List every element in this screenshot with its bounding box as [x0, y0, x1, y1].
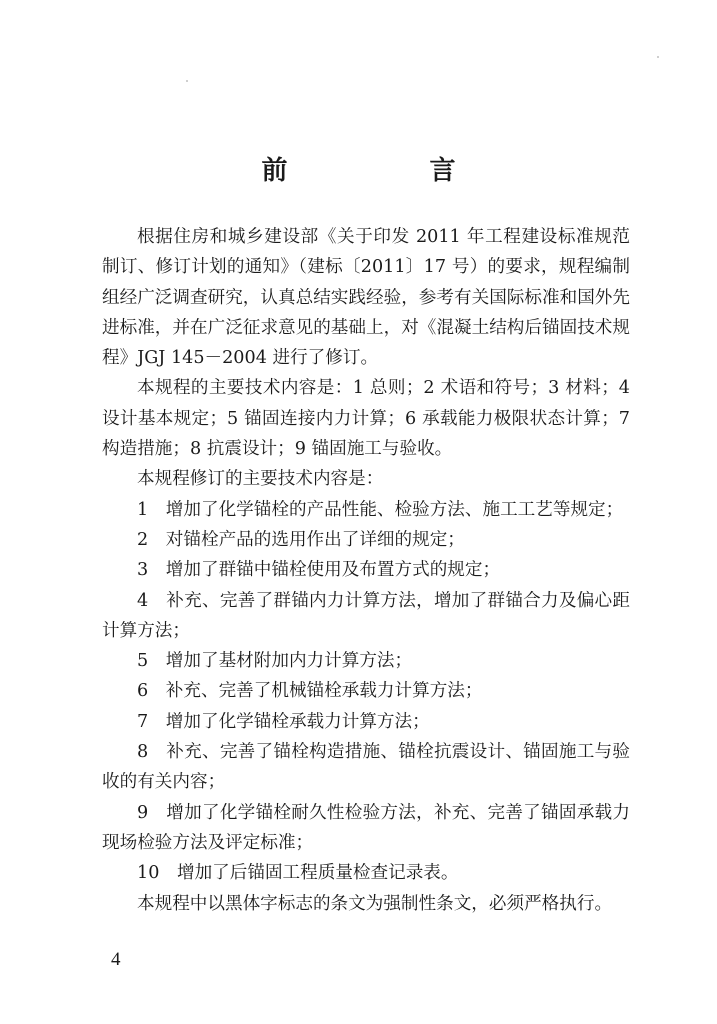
revision-item-1: 1 增加了化学锚栓的产品性能、检验方法、施工工艺等规定；	[137, 499, 624, 520]
revision-item-9: 9 增加了化学锚栓耐久性检验方法，补充、完善了锚固承载力现场检验方法及评定标准；	[102, 802, 630, 853]
scan-speck	[186, 80, 188, 82]
paragraph-mandatory-note: 本规程中以黑体字标志的条文为强制性条文，必须严格执行。	[137, 893, 613, 914]
paragraph-main-contents: 本规程的主要技术内容是：1 总则；2 术语和符号；3 材料；4 设计基本规定；5 锚固连接内力计算；6 承载能力极限状态计算；7 构造措施；8 抗震设计；9 锚固施工与验收。	[102, 378, 630, 460]
body-text	[102, 222, 630, 919]
paragraph-revision-lead: 本规程修订的主要技术内容是：	[137, 469, 384, 490]
revision-item-4: 4 补充、完善了群锚内力计算方法，增加了群锚合力及偏心距计算方法；	[102, 590, 630, 641]
revision-item-8: 8 补充、完善了锚栓构造措施、锚栓抗震设计、锚固施工与验收的有关内容；	[102, 742, 630, 793]
revision-item-3: 3 增加了群锚中锚栓使用及布置方式的规定；	[137, 560, 501, 581]
page-title: 前 言	[261, 156, 514, 186]
revision-item-2: 2 对锚栓产品的选用作出了详细的规定；	[137, 529, 465, 550]
revision-item-6: 6 补充、完善了机械锚栓承载力计算方法；	[137, 681, 483, 702]
paragraph-intro: 根据住房和城乡建设部《关于印发 2011 年工程建设标准规范制订、修订计划的通知》（建标〔2011〕17 号）的要求，规程编制组经广泛调查研究，认真总结实践经验，参考有关国际标准和国外先进标准，并在广泛征求意见的基础上，对《混凝土结构后锚固技术规程》JGJ 145－2004 进行了修订。	[102, 227, 630, 369]
revision-item-7: 7 增加了化学锚栓承载力计算方法；	[137, 711, 430, 732]
revision-item-5: 5 增加了基材附加内力计算方法；	[137, 651, 413, 672]
page-number: 4	[111, 949, 121, 970]
revision-item-10: 10 增加了后锚固工程质量检查记录表。	[137, 863, 459, 884]
scan-speck	[657, 56, 659, 58]
